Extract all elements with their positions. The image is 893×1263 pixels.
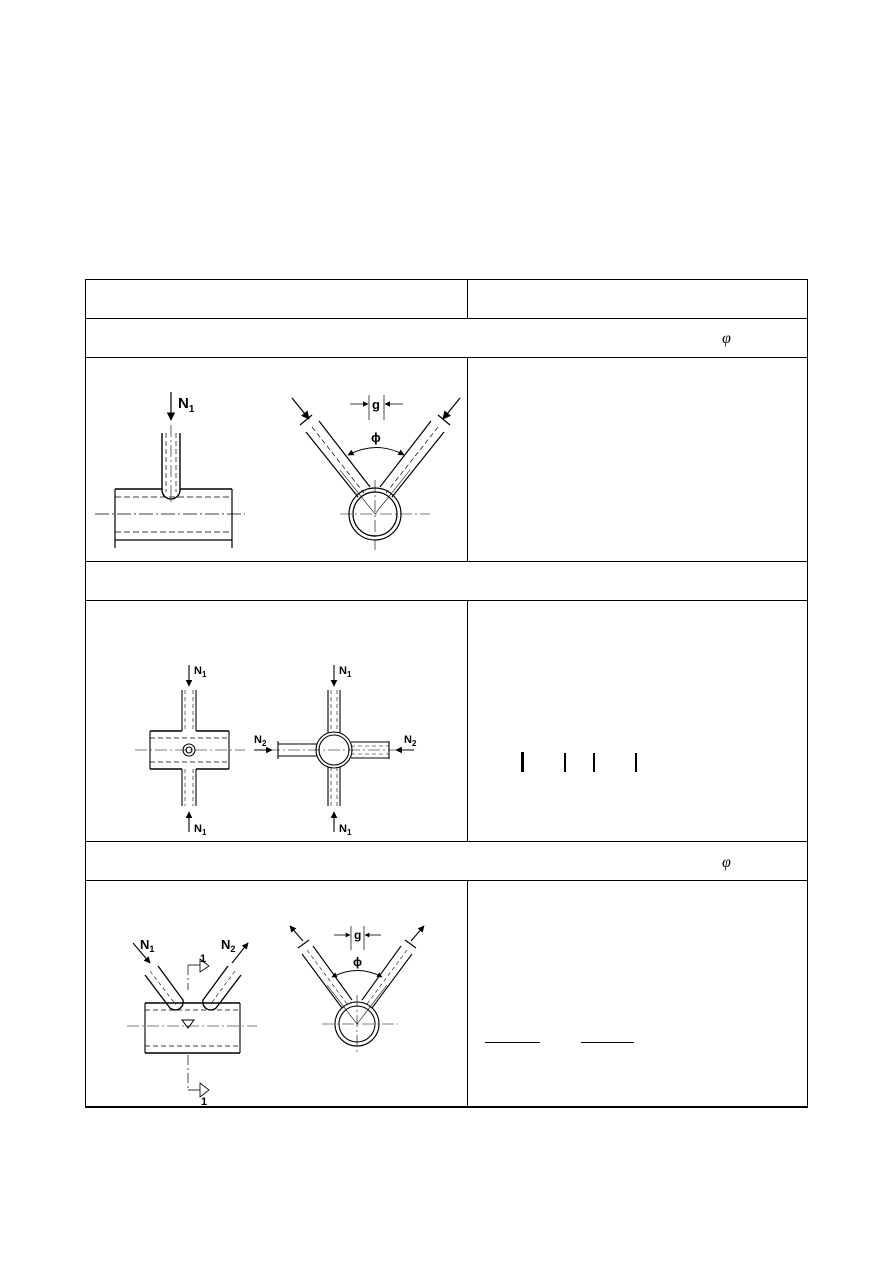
k-joint-label-n1: $N_1$ xyxy=(140,937,155,954)
row1-phi-symbol: φ xyxy=(722,330,731,347)
t-joint-force-label: $N_1$ xyxy=(178,395,195,415)
k-joint-elevation xyxy=(127,943,257,1097)
x-joint-label-top-right: $N_1$ xyxy=(339,665,352,679)
x-joint-label-left: $N_2$ xyxy=(254,734,267,748)
t-joint-gap-label: g xyxy=(372,397,380,412)
x-joint-label-right: $N_2$ xyxy=(404,734,417,748)
t-joint-angle-label: ϕ xyxy=(371,430,381,445)
row3-phi-symbol: φ xyxy=(722,854,731,871)
k-joint-section xyxy=(290,926,424,1055)
x-joint-label-bottom-right: $N_1$ xyxy=(339,823,352,837)
x-joint-label-top-left: $N_1$ xyxy=(194,665,207,679)
k-joint-section-top: 1 xyxy=(200,953,207,965)
k-joint-gap-label: g xyxy=(354,928,362,942)
k-joint-angle-label: ϕ xyxy=(353,955,362,969)
x-joint-label-bottom-left: $N_1$ xyxy=(194,823,207,837)
k-joint-section-bottom: 1 xyxy=(201,1096,208,1108)
k-joint-label-n2: $N_2$ xyxy=(221,937,236,954)
